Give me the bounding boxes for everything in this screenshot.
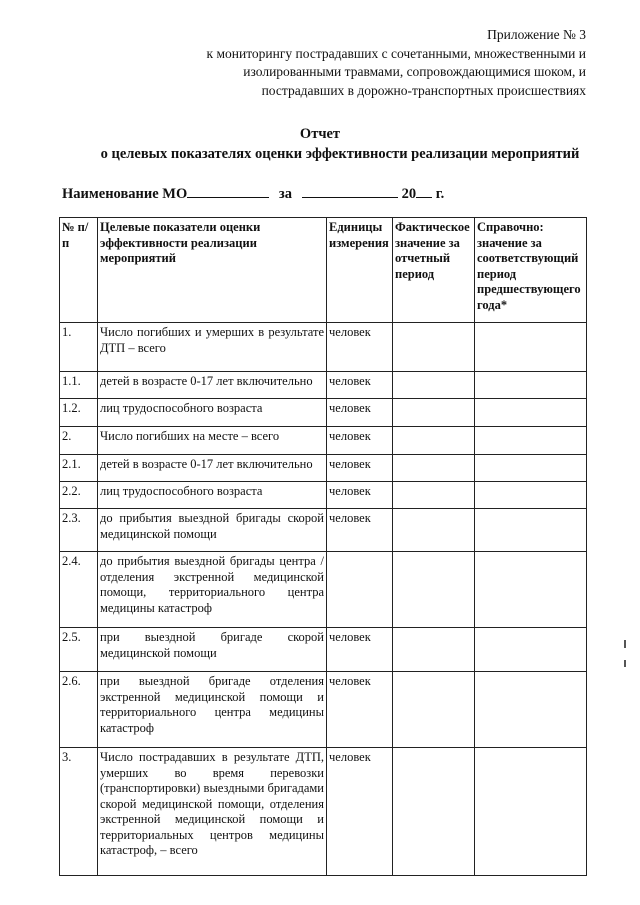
row-num: 2.4. (60, 552, 98, 628)
row-reference (475, 748, 587, 876)
row-reference (475, 552, 587, 628)
row-actual (393, 323, 475, 372)
row-actual (393, 628, 475, 672)
row-unit: человек (327, 672, 393, 748)
row-num: 2.5. (60, 628, 98, 672)
table-header-row (60, 218, 587, 323)
report-subtitle: о целевых показателях оценки эффективности реализации мероприятий (100, 146, 580, 162)
row-num: 2.3. (60, 509, 98, 552)
table-row (60, 455, 587, 482)
row-unit: человек (327, 455, 393, 482)
row-actual (393, 455, 475, 482)
row-indicator: до прибытия выездной бригады скорой медицинской помощи (98, 509, 327, 552)
table-row (60, 372, 587, 399)
row-num: 2. (60, 427, 98, 455)
table-row (60, 552, 587, 628)
row-num: 2.6. (60, 672, 98, 748)
row-actual (393, 399, 475, 427)
appendix-header (207, 26, 586, 100)
row-indicator: до прибытия выездной бригады центра / отделения экстренной медицинской помощи, территориального центра медицины катастроф (98, 552, 327, 628)
row-unit: человек (327, 372, 393, 399)
row-reference (475, 372, 587, 399)
row-indicator: при выездной бригаде отделения экстренной медицинской помощи и территориального центра медицины катастроф (98, 672, 327, 748)
row-num: 1.1. (60, 372, 98, 399)
header-unit: Единицы измерения (327, 218, 393, 323)
row-indicator: Число пострадавших в результате ДТП, умерших во время перевозки (транспортировки) выездными бригадами скорой медицинской помощи, отделения экстренной медицинской помощи и территориальных центров медицины катастроф, – всего (98, 748, 327, 876)
row-unit: человек (327, 427, 393, 455)
row-indicator: при выездной бригаде скорой медицинской помощи (98, 628, 327, 672)
row-actual (393, 372, 475, 399)
row-reference (475, 628, 587, 672)
table-row (60, 482, 587, 509)
row-indicator: лиц трудоспособного возраста (98, 482, 327, 509)
row-num: 1. (60, 323, 98, 372)
mo-period-label: за (278, 186, 292, 202)
row-unit: человек (327, 323, 393, 372)
appendix-text-line-3: пострадавших в дорожно-транспортных происшествиях (261, 82, 586, 98)
year-suffix: г. (435, 186, 445, 202)
row-reference (475, 672, 587, 748)
appendix-text-line-2: изолированными травмами, сопровождающимися шоком, и (243, 64, 586, 79)
table-row (60, 399, 587, 427)
row-reference (475, 482, 587, 509)
appendix-number: Приложение № 3 (487, 27, 586, 42)
report-title: Отчет (299, 126, 341, 142)
row-actual (393, 552, 475, 628)
row-reference (475, 509, 587, 552)
period-blank (302, 184, 398, 198)
table-row (60, 628, 587, 672)
indicators-table (59, 217, 587, 876)
table-row (60, 672, 587, 748)
header-num: № п/п (60, 218, 98, 323)
row-num: 2.2. (60, 482, 98, 509)
row-reference (475, 455, 587, 482)
header-actual: Фактическое значение за отчетный период (393, 218, 475, 323)
row-unit: человек (327, 509, 393, 552)
row-num: 3. (60, 748, 98, 876)
appendix-text-line-1: к мониторингу пострадавших с сочетанными, множественными и (206, 45, 586, 61)
row-reference (475, 427, 587, 455)
year-blank (416, 184, 432, 198)
row-indicator: детей в возрасте 0-17 лет включительно (98, 455, 327, 482)
table-row (60, 509, 587, 552)
row-unit (327, 552, 393, 628)
row-indicator: Число погибших и умерших в результате ДТП – всего (98, 323, 327, 372)
scan-speck (624, 640, 626, 648)
row-num: 1.2. (60, 399, 98, 427)
row-actual (393, 427, 475, 455)
row-num: 2.1. (60, 455, 98, 482)
year-prefix: 20 (401, 186, 417, 202)
report-title-block (0, 124, 640, 164)
scan-speck (624, 660, 626, 667)
row-actual (393, 748, 475, 876)
row-unit: человек (327, 628, 393, 672)
mo-name-label: Наименование МО (62, 186, 188, 202)
mo-name-line (62, 184, 444, 203)
row-actual (393, 482, 475, 509)
row-unit: человек (327, 748, 393, 876)
row-actual (393, 509, 475, 552)
row-unit: человек (327, 482, 393, 509)
row-reference (475, 399, 587, 427)
table-row (60, 323, 587, 372)
table-row (60, 748, 587, 876)
row-indicator: Число погибших на месте – всего (98, 427, 327, 455)
header-indicator: Целевые показатели оценки эффективности реализации мероприятий (98, 218, 327, 323)
row-indicator: детей в возрасте 0-17 лет включительно (98, 372, 327, 399)
row-actual (393, 672, 475, 748)
mo-name-blank (187, 184, 269, 198)
table-row (60, 427, 587, 455)
row-reference (475, 323, 587, 372)
row-unit: человек (327, 399, 393, 427)
header-reference: Справочно: значение за соответствующий период предшествующего года* (475, 218, 587, 323)
row-indicator: лиц трудоспособного возраста (98, 399, 327, 427)
